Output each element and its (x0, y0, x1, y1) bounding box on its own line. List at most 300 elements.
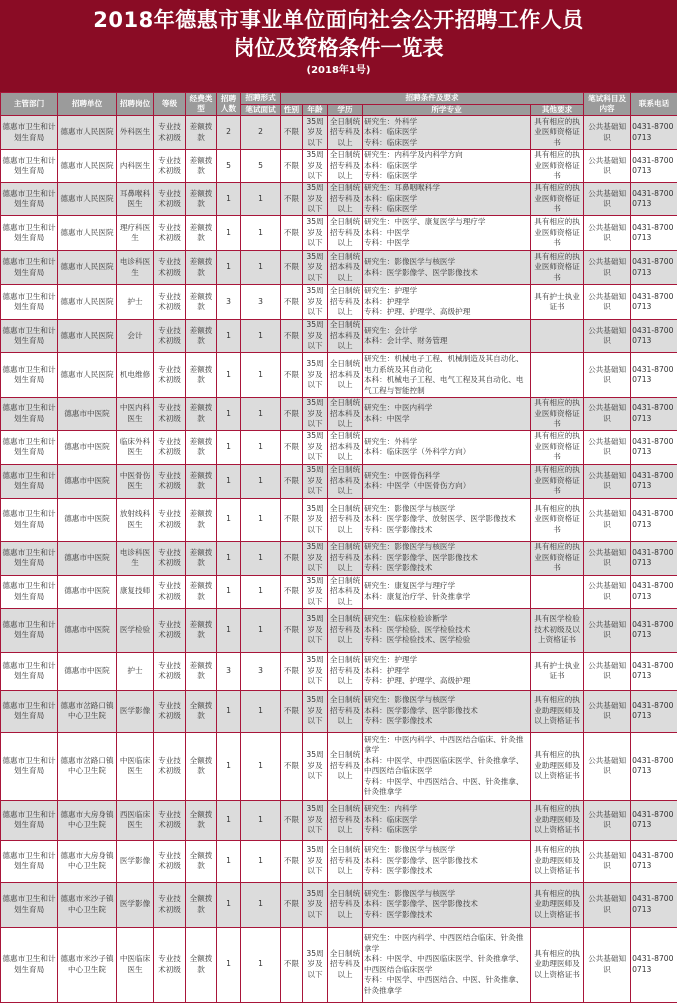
page-title: 2018年德惠市事业单位面向社会公开招聘工作人员 (0, 6, 677, 34)
unit-cell: 德惠市人民医院 (58, 251, 117, 285)
education-cell: 全日制统招专科及以上 (328, 840, 363, 882)
other-requirements-cell: 具有相应的执业医师资格证书 (531, 216, 584, 251)
major-line: 专科：临床医学 (364, 171, 529, 182)
dept-cell: 德惠市卫生和计划生育局 (1, 732, 58, 800)
gender-cell: 不限 (281, 800, 303, 840)
table-row (1, 927, 677, 1002)
issue-number: (2018年1号) (0, 62, 677, 80)
post-cell: 耳鼻喉科医生 (117, 183, 154, 216)
dept-cell: 德惠市卫生和计划生育局 (1, 430, 58, 464)
fund-cell: 差额拨款 (186, 608, 217, 652)
major-line: 研究生：中医内科学 (364, 403, 529, 414)
major-cell (363, 800, 531, 840)
major-line: 本科：医学影像学、医学影像技术 (364, 899, 529, 910)
age-cell: 35周岁及以下 (303, 251, 328, 285)
phone-cell: 0431-87000713 (631, 464, 677, 498)
fund-cell: 全额拨款 (186, 840, 217, 882)
level-cell: 专业技术初级 (154, 732, 186, 800)
header-major: 所学专业 (363, 104, 531, 116)
major-line: 本科：临床医学 (364, 194, 529, 205)
major-cell (363, 575, 531, 608)
count-cell: 1 (217, 732, 241, 800)
exam-cell: 公共基础知识 (584, 575, 631, 608)
unit-cell: 德惠市米沙子镇中心卫生院 (58, 927, 117, 1002)
post-cell: 中医临床医生 (117, 927, 154, 1002)
major-line: 研究生：中医内科学、中西医结合临床、针灸推拿学 (364, 933, 529, 954)
major-cell (363, 690, 531, 732)
header-edu: 学历 (328, 104, 363, 116)
major-cell (363, 320, 531, 353)
other-requirements-cell (531, 575, 584, 608)
level-cell: 专业技术初级 (154, 353, 186, 398)
other-requirements-cell: 具有相应的执业助理医师及以上资格证书 (531, 800, 584, 840)
major-line: 研究生：会计学 (364, 326, 529, 337)
page-subtitle: 岗位及资格条件一览表 (0, 34, 677, 62)
phone-cell: 0431-87000713 (631, 690, 677, 732)
major-line: 研究生：影像医学与核医学 (364, 845, 529, 856)
major-line: 专科：中医学、中西医结合、中医、针灸推拿、针灸推拿学 (364, 777, 529, 798)
written-interview-cell: 2 (241, 116, 281, 150)
gender-cell: 不限 (281, 353, 303, 398)
gender-cell: 不限 (281, 116, 303, 150)
written-interview-cell: 1 (241, 575, 281, 608)
dept-cell: 德惠市卫生和计划生育局 (1, 251, 58, 285)
age-cell: 35周岁及以下 (303, 690, 328, 732)
header-unit: 招聘单位 (58, 93, 117, 116)
age-cell: 35周岁及以下 (303, 398, 328, 431)
education-cell: 全日制统招本科及以上 (328, 251, 363, 285)
other-requirements-cell: 具有相应的执业医师资格证书 (531, 430, 584, 464)
header-count: 招聘人数 (217, 93, 241, 116)
exam-cell: 公共基础知识 (584, 464, 631, 498)
unit-cell: 德惠市中医院 (58, 541, 117, 575)
table-row (1, 216, 677, 251)
major-cell (363, 251, 531, 285)
dept-cell: 德惠市卫生和计划生育局 (1, 882, 58, 927)
unit-cell: 德惠市中医院 (58, 608, 117, 652)
major-line: 专科：医学影像技术 (364, 866, 529, 877)
fund-cell: 差额拨款 (186, 116, 217, 150)
table-row (1, 800, 677, 840)
unit-cell: 德惠市米沙子镇中心卫生院 (58, 882, 117, 927)
major-line: 本科：中医学（中医骨伤方向） (364, 481, 529, 492)
gender-cell: 不限 (281, 430, 303, 464)
major-line: 专科：护理、护理学、高级护理 (364, 307, 529, 318)
other-requirements-cell: 具有相应的执业医师资格证书 (531, 150, 584, 183)
table-row (1, 150, 677, 183)
major-line: 研究生：外科学 (364, 117, 529, 128)
major-cell (363, 927, 531, 1002)
dept-cell: 德惠市卫生和计划生育局 (1, 575, 58, 608)
exam-cell: 公共基础知识 (584, 353, 631, 398)
unit-cell: 德惠市中医院 (58, 652, 117, 690)
table-row (1, 320, 677, 353)
written-interview-cell: 1 (241, 353, 281, 398)
table-row (1, 353, 677, 398)
age-cell: 35周岁及以下 (303, 498, 328, 541)
major-line: 本科：医学影像学、医学影像技术 (364, 856, 529, 867)
phone-cell: 0431-87000713 (631, 882, 677, 927)
major-line: 专科：医学影像技术 (364, 910, 529, 921)
post-cell: 外科医生 (117, 116, 154, 150)
major-line: 本科：医学影像学、医学影像技术 (364, 268, 529, 279)
fund-cell: 全额拨款 (186, 882, 217, 927)
age-cell: 35周岁及以下 (303, 353, 328, 398)
major-cell (363, 353, 531, 398)
major-cell (363, 216, 531, 251)
dept-cell: 德惠市卫生和计划生育局 (1, 150, 58, 183)
post-cell: 电诊科医生 (117, 541, 154, 575)
phone-cell: 0431-87000713 (631, 183, 677, 216)
post-cell: 会计 (117, 320, 154, 353)
written-interview-cell: 1 (241, 251, 281, 285)
major-line: 本科：医学影像学、医学影像技术 (364, 553, 529, 564)
page-header (0, 0, 677, 92)
gender-cell: 不限 (281, 652, 303, 690)
dept-cell: 德惠市卫生和计划生育局 (1, 541, 58, 575)
exam-cell: 公共基础知识 (584, 732, 631, 800)
count-cell: 1 (217, 690, 241, 732)
count-cell: 1 (217, 927, 241, 1002)
major-line: 研究生：康复医学与理疗学 (364, 581, 529, 592)
written-interview-cell: 1 (241, 216, 281, 251)
written-interview-cell: 1 (241, 927, 281, 1002)
exam-cell: 公共基础知识 (584, 800, 631, 840)
written-interview-cell: 1 (241, 541, 281, 575)
count-cell: 1 (217, 541, 241, 575)
major-line: 研究生：中医骨伤科学 (364, 471, 529, 482)
level-cell: 专业技术初级 (154, 927, 186, 1002)
phone-cell: 0431-87000713 (631, 927, 677, 1002)
count-cell: 1 (217, 398, 241, 431)
unit-cell: 德惠市大房身镇中心卫生院 (58, 840, 117, 882)
table-row (1, 840, 677, 882)
major-line: 研究生：影像医学与核医学 (364, 889, 529, 900)
major-line: 本科：中医学、中西医临床医学、针灸推拿学、中西医结合临床医学 (364, 954, 529, 975)
age-cell: 35周岁及以下 (303, 608, 328, 652)
age-cell: 35周岁及以下 (303, 150, 328, 183)
dept-cell: 德惠市卫生和计划生育局 (1, 840, 58, 882)
phone-cell: 0431-87000713 (631, 320, 677, 353)
dept-cell: 德惠市卫生和计划生育局 (1, 608, 58, 652)
other-requirements-cell: 具有护士执业证书 (531, 285, 584, 320)
post-cell: 医学影像 (117, 882, 154, 927)
table-row (1, 882, 677, 927)
header-other: 其他要求 (531, 104, 584, 116)
written-interview-cell: 5 (241, 150, 281, 183)
other-requirements-cell: 具有相应的执业医师资格证书 (531, 116, 584, 150)
header-form-sub: 笔试面试 (241, 104, 281, 116)
header-post: 招聘岗位 (117, 93, 154, 116)
other-requirements-cell: 具有相应的执业医师资格证书 (531, 541, 584, 575)
table-row (1, 608, 677, 652)
other-requirements-cell (531, 353, 584, 398)
gender-cell: 不限 (281, 732, 303, 800)
level-cell: 专业技术初级 (154, 652, 186, 690)
major-line: 研究生：机械电子工程、机械制造及其自动化、电力系统及其自动化 (364, 354, 529, 375)
unit-cell: 德惠市人民医院 (58, 116, 117, 150)
phone-cell: 0431-87000713 (631, 800, 677, 840)
age-cell: 35周岁及以下 (303, 285, 328, 320)
major-line: 专科：临床医学 (364, 204, 529, 215)
major-cell (363, 116, 531, 150)
phone-cell: 0431-87000713 (631, 732, 677, 800)
fund-cell: 差额拨款 (186, 183, 217, 216)
age-cell: 35周岁及以下 (303, 183, 328, 216)
gender-cell: 不限 (281, 541, 303, 575)
written-interview-cell: 3 (241, 285, 281, 320)
major-cell (363, 398, 531, 431)
post-cell: 中医临床医生 (117, 732, 154, 800)
education-cell: 全日制统招专科及以上 (328, 116, 363, 150)
major-line: 专科：医学影像技术 (364, 563, 529, 574)
gender-cell: 不限 (281, 216, 303, 251)
phone-cell: 0431-87000713 (631, 575, 677, 608)
written-interview-cell: 1 (241, 840, 281, 882)
other-requirements-cell: 具有相应的执业医师资格证书 (531, 398, 584, 431)
gender-cell: 不限 (281, 398, 303, 431)
other-requirements-cell: 具有相应的执业助理医师及以上资格证书 (531, 840, 584, 882)
fund-cell: 全额拨款 (186, 927, 217, 1002)
education-cell: 全日制统招本科及以上 (328, 430, 363, 464)
table-row (1, 464, 677, 498)
post-cell: 中医内科医生 (117, 398, 154, 431)
major-line: 研究生：内科学 (364, 804, 529, 815)
major-cell (363, 608, 531, 652)
phone-cell: 0431-87000713 (631, 285, 677, 320)
gender-cell: 不限 (281, 251, 303, 285)
major-line: 本科：护理学 (364, 666, 529, 677)
fund-cell: 差额拨款 (186, 320, 217, 353)
major-line: 本科：医学影像学、医学影像技术 (364, 706, 529, 717)
fund-cell: 差额拨款 (186, 251, 217, 285)
other-requirements-cell: 具有护士执业证书 (531, 652, 584, 690)
age-cell: 35周岁及以下 (303, 575, 328, 608)
major-line: 专科：医学影像技术 (364, 525, 529, 536)
dept-cell: 德惠市卫生和计划生育局 (1, 285, 58, 320)
dept-cell: 德惠市卫生和计划生育局 (1, 927, 58, 1002)
major-line: 研究生：耳鼻咽喉科学 (364, 183, 529, 194)
fund-cell: 差额拨款 (186, 464, 217, 498)
post-cell: 内科医生 (117, 150, 154, 183)
major-line: 本科：中医学 (364, 414, 529, 425)
education-cell: 全日制统招专科及以上 (328, 216, 363, 251)
table-row (1, 541, 677, 575)
major-line: 本科：机械电子工程、电气工程及其自动化、电气工程与智能控制 (364, 375, 529, 396)
unit-cell: 德惠市人民医院 (58, 320, 117, 353)
major-line: 本科：中医学 (364, 228, 529, 239)
fund-cell: 差额拨款 (186, 285, 217, 320)
level-cell: 专业技术初级 (154, 575, 186, 608)
unit-cell: 德惠市人民医院 (58, 183, 117, 216)
major-cell (363, 183, 531, 216)
major-cell (363, 498, 531, 541)
dept-cell: 德惠市卫生和计划生育局 (1, 652, 58, 690)
other-requirements-cell: 具有相应的执业医师资格证书 (531, 498, 584, 541)
education-cell: 全日制统招本科及以上 (328, 353, 363, 398)
fund-cell: 全额拨款 (186, 732, 217, 800)
post-cell: 机电维修 (117, 353, 154, 398)
age-cell: 35周岁及以下 (303, 882, 328, 927)
gender-cell: 不限 (281, 690, 303, 732)
post-cell: 西医临床医生 (117, 800, 154, 840)
level-cell: 专业技术初级 (154, 882, 186, 927)
header-form: 招聘形式 (241, 93, 281, 105)
major-line: 本科：康复治疗学、针灸推拿学 (364, 592, 529, 603)
age-cell: 35周岁及以下 (303, 927, 328, 1002)
exam-cell: 公共基础知识 (584, 430, 631, 464)
count-cell: 1 (217, 320, 241, 353)
major-line: 研究生：护理学 (364, 286, 529, 297)
level-cell: 专业技术初级 (154, 216, 186, 251)
level-cell: 专业技术初级 (154, 320, 186, 353)
phone-cell: 0431-87000713 (631, 251, 677, 285)
written-interview-cell: 1 (241, 183, 281, 216)
major-line: 研究生：中医学、康复医学与理疗学 (364, 217, 529, 228)
major-line: 研究生：影像医学与核医学 (364, 542, 529, 553)
exam-cell: 公共基础知识 (584, 251, 631, 285)
post-cell: 康复技师 (117, 575, 154, 608)
fund-cell: 全额拨款 (186, 800, 217, 840)
major-cell (363, 732, 531, 800)
unit-cell: 德惠市中医院 (58, 430, 117, 464)
dept-cell: 德惠市卫生和计划生育局 (1, 800, 58, 840)
post-cell: 护士 (117, 285, 154, 320)
unit-cell: 德惠市人民医院 (58, 285, 117, 320)
post-cell: 电诊科医生 (117, 251, 154, 285)
major-line: 研究生：影像医学与核医学 (364, 257, 529, 268)
unit-cell: 德惠市中医院 (58, 398, 117, 431)
other-requirements-cell: 具有相应的执业助理医师及以上资格证书 (531, 882, 584, 927)
education-cell: 全日制统招专科及以上 (328, 183, 363, 216)
level-cell: 专业技术初级 (154, 498, 186, 541)
age-cell: 35周岁及以下 (303, 652, 328, 690)
post-cell: 临床外科医生 (117, 430, 154, 464)
post-cell: 中医骨伤医生 (117, 464, 154, 498)
other-requirements-cell: 具有相应的执业助理医师及以上资格证书 (531, 690, 584, 732)
other-requirements-cell: 具有相应的执业助理医师及以上资格证书 (531, 732, 584, 800)
written-interview-cell: 1 (241, 430, 281, 464)
post-cell: 护士 (117, 652, 154, 690)
fund-cell: 差额拨款 (186, 216, 217, 251)
unit-cell: 德惠市大房身镇中心卫生院 (58, 800, 117, 840)
table-row (1, 498, 677, 541)
gender-cell: 不限 (281, 498, 303, 541)
education-cell: 全日制统招本科及以上 (328, 320, 363, 353)
level-cell: 专业技术初级 (154, 464, 186, 498)
header-fund: 经费类型 (186, 93, 217, 116)
exam-cell: 公共基础知识 (584, 116, 631, 150)
exam-cell: 公共基础知识 (584, 927, 631, 1002)
count-cell: 1 (217, 430, 241, 464)
written-interview-cell: 1 (241, 608, 281, 652)
fund-cell: 差额拨款 (186, 353, 217, 398)
age-cell: 35周岁及以下 (303, 464, 328, 498)
post-cell: 医学影像 (117, 690, 154, 732)
education-cell: 全日制统招专科及以上 (328, 498, 363, 541)
age-cell: 35周岁及以下 (303, 800, 328, 840)
exam-cell: 公共基础知识 (584, 320, 631, 353)
written-interview-cell: 1 (241, 464, 281, 498)
age-cell: 35周岁及以下 (303, 320, 328, 353)
exam-cell: 公共基础知识 (584, 882, 631, 927)
exam-cell: 公共基础知识 (584, 541, 631, 575)
education-cell: 全日制统招专科及以上 (328, 285, 363, 320)
phone-cell: 0431-87000713 (631, 398, 677, 431)
education-cell: 全日制统招专科及以上 (328, 150, 363, 183)
count-cell: 1 (217, 498, 241, 541)
header-level: 等级 (154, 93, 186, 116)
major-line: 本科：医学检验、医学检验技术 (364, 625, 529, 636)
exam-cell: 公共基础知识 (584, 652, 631, 690)
count-cell: 1 (217, 353, 241, 398)
count-cell: 1 (217, 800, 241, 840)
major-line: 本科：临床医学（外科学方向） (364, 447, 529, 458)
level-cell: 专业技术初级 (154, 608, 186, 652)
count-cell: 1 (217, 183, 241, 216)
table-row (1, 285, 677, 320)
major-line: 本科：临床医学 (364, 161, 529, 172)
table-row (1, 690, 677, 732)
exam-cell: 公共基础知识 (584, 216, 631, 251)
header-gender: 性别 (281, 104, 303, 116)
level-cell: 专业技术初级 (154, 541, 186, 575)
phone-cell: 0431-87000713 (631, 353, 677, 398)
major-line: 本科：临床医学 (364, 815, 529, 826)
table-row (1, 398, 677, 431)
major-line: 本科：护理学 (364, 297, 529, 308)
unit-cell: 德惠市中医院 (58, 464, 117, 498)
phone-cell: 0431-87000713 (631, 150, 677, 183)
major-line: 本科：会计学、财务管理 (364, 336, 529, 347)
other-requirements-cell: 具有相应的执业医师资格证书 (531, 183, 584, 216)
education-cell: 全日制统招专科及以上 (328, 541, 363, 575)
header-exam: 笔试科目及内容 (584, 93, 631, 116)
major-line: 研究生：护理学 (364, 655, 529, 666)
level-cell: 专业技术初级 (154, 430, 186, 464)
count-cell: 3 (217, 652, 241, 690)
phone-cell: 0431-87000713 (631, 652, 677, 690)
count-cell: 5 (217, 150, 241, 183)
unit-cell: 德惠市岔路口镇中心卫生院 (58, 732, 117, 800)
gender-cell: 不限 (281, 285, 303, 320)
level-cell: 专业技术初级 (154, 116, 186, 150)
major-cell (363, 464, 531, 498)
gender-cell: 不限 (281, 608, 303, 652)
major-line: 本科：临床医学 (364, 127, 529, 138)
exam-cell: 公共基础知识 (584, 398, 631, 431)
education-cell: 全日制统招专科及以上 (328, 608, 363, 652)
fund-cell: 差额拨款 (186, 398, 217, 431)
major-line: 研究生：影像医学与核医学 (364, 504, 529, 515)
exam-cell: 公共基础知识 (584, 690, 631, 732)
header-phone: 联系电话 (631, 93, 677, 116)
count-cell: 2 (217, 116, 241, 150)
written-interview-cell: 1 (241, 498, 281, 541)
table-row (1, 251, 677, 285)
count-cell: 1 (217, 840, 241, 882)
major-line: 专科：医学检验技术、医学检验 (364, 635, 529, 646)
written-interview-cell: 1 (241, 320, 281, 353)
table-row (1, 732, 677, 800)
count-cell: 1 (217, 608, 241, 652)
written-interview-cell: 1 (241, 800, 281, 840)
major-line: 研究生：中医内科学、中西医结合临床、针灸推拿学 (364, 735, 529, 756)
dept-cell: 德惠市卫生和计划生育局 (1, 116, 58, 150)
dept-cell: 德惠市卫生和计划生育局 (1, 183, 58, 216)
major-line: 专科：中医学、中西医结合、中医、针灸推拿、针灸推拿学 (364, 975, 529, 996)
education-cell: 全日制统招本科及以上 (328, 575, 363, 608)
